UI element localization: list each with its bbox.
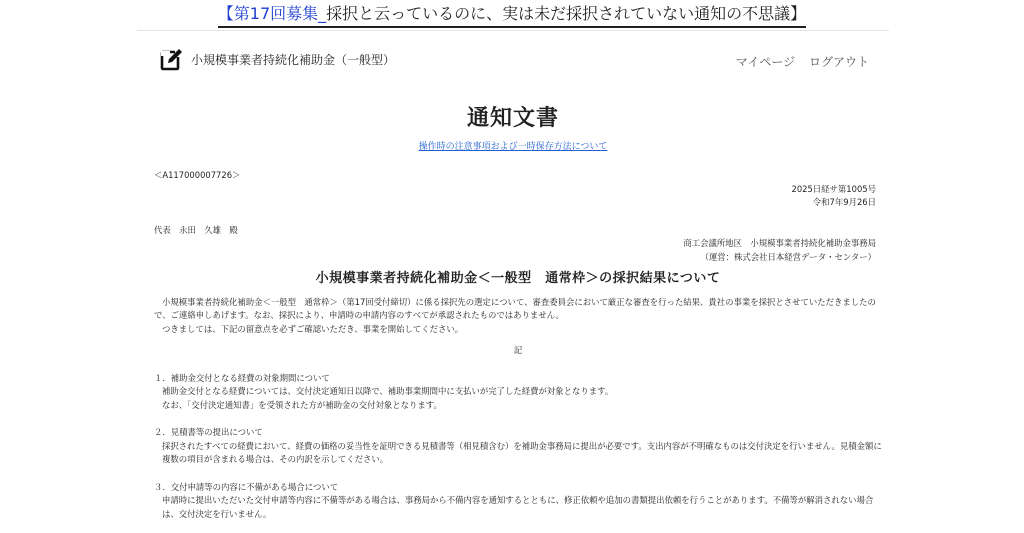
document-number: 2025日経サ第1005号 [791,183,876,194]
item-2-line-1: 採択されたすべての経費において、経費の価格の妥当性を証明できる見積書等（相見積含む）を補助金事務局に提出が必要です。支出内容が不明確なものは交付決定を行いません。見積金額に複数の項目が含まれる場合は、その内訳を示してください。 [162,440,882,464]
item-2-title: ２．見積書等の提出について [154,427,263,437]
document-date: 令和7年9月26日 [812,197,876,207]
banner-link[interactable]: 【第17回募集_ [217,4,327,23]
item-1-title: １．補助金交付となる経費の対象期間について [154,372,330,383]
notice-page [137,30,889,533]
document-body [154,169,882,521]
app-title: 小規模事業者持続化補助金（一般型） [191,53,396,67]
banner-text [218,2,806,28]
header-nav [726,53,869,70]
app-header [137,31,889,89]
banner-rest-text: 採択と云っているのに、実は未だ採択されていない通知の不思議】 [326,4,807,23]
item-3-title: ３．交付申請等の内容に不備がある場合について [154,481,339,492]
intro-paragraph-2: つきましては、下記の留意点を必ずご確認いただき、事業を開始してください。 [162,323,464,334]
mypage-link[interactable]: マイページ [735,55,796,69]
item-1-line-1: 補助金交付となる経費については、交付決定通知日以降で、補助事業期間中に支払いが完了した経費が対象となります。 [162,386,614,396]
intro-paragraph-1: 小規模事業者持続化補助金＜一般型 通常枠＞（第17回受付締切）に係る採択先の選定について、審査委員会において厳正な審査を行った結果、貴社の事業を採択とさせていただきましたので、ご連絡申しあげます。なお、採択により、申請時の申請内容のすべてが承認されたものではありません。 [154,296,876,320]
ki-marker: 記 [513,345,523,355]
operation-guide-link[interactable]: 操作時の注意事項および一時保存方法について [418,142,608,152]
sender-line-2: （運営：株式会社日本経営データ・センター） [700,251,876,262]
reference-id: ＜A117000007726＞ [154,170,241,180]
recipient: 代表 永田 久雄 殿 [154,224,238,235]
sender-line-1: 商工会議所地区 小規模事業者持続化補助金事務局 [683,238,876,248]
document-title: 通知文書 [466,106,559,131]
top-banner [0,0,1024,28]
item-3-line-1: 申請時に提出いただいた交付申請等内容に不備等がある場合は、事務局から不備内容を通知するとともに、修正依頼や追加の書類提出依頼を行うことがあります。不備等が解消されない場合は、交付決定を行いません。 [162,495,874,519]
logout-link[interactable]: ログアウト [808,55,869,69]
item-1-line-2: なお、「交付決定通知書」を受領された方が補助金の交付対象となります。 [162,399,442,410]
edit-icon [160,47,184,71]
notice-subject: 小規模事業者持続化補助金＜一般型 通常枠＞の採択結果について [315,271,721,286]
